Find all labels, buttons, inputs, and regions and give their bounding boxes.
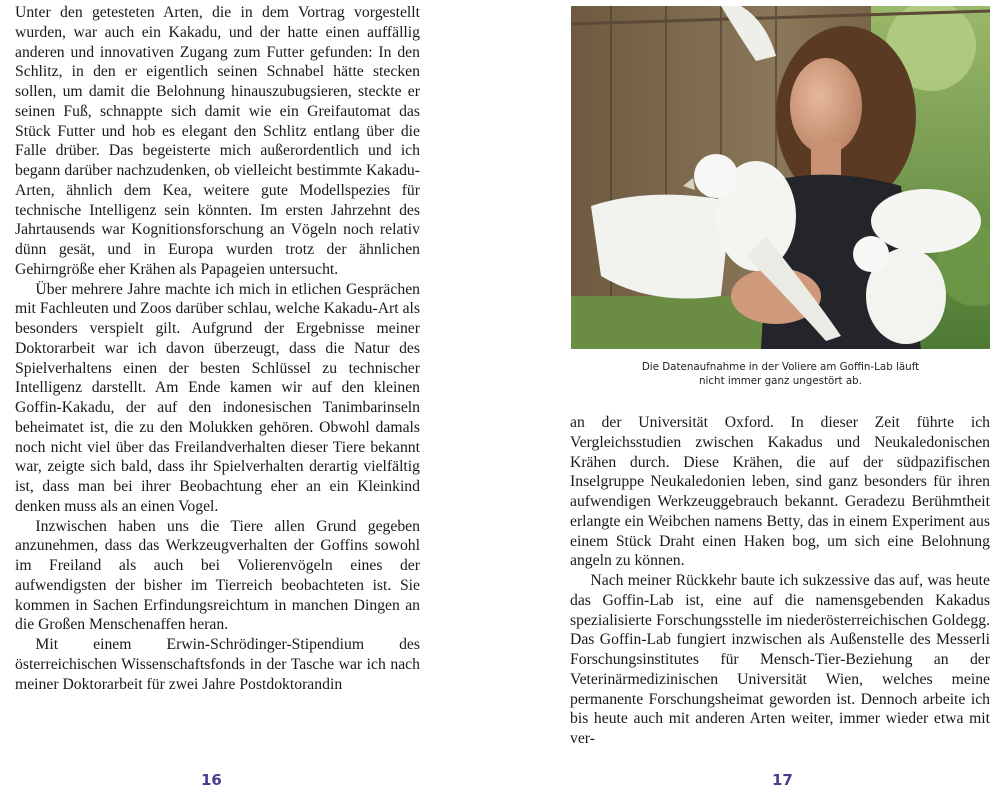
paragraph: Über mehrere Jahre machte ich mich in etlichen Gesprächen mit Fachleuten und Zoos darüber schlau, welche Kakadu-Art als besonders verspielt gilt. Aufgrund der Ergebnisse meiner Doktorarbeit war ich davon überzeugt, dass die Natur des Spielverhaltens einen der besten Schlüssel zu technischer Intelligenz darstellt. Am Ende kamen wir auf den kleinen Goffin-Kakadu, der auf den indonesischen Tanimbarinseln beheimatet ist, die zu den Molukken gehören. Obwohl damals noch nicht viel über das Freilandverhalten dieser Tiere bekannt war, zeigte sich bald, dass ihr Spielverhalten derartig vielfältig ist, dass man bei ihrer Beobachtung eher an ein Kleinkind denken muss als an einen Vogel. bbox=[15, 280, 420, 515]
caption-line: nicht immer ganz ungestört ab. bbox=[699, 374, 862, 387]
page-number-left: 16 bbox=[201, 771, 222, 789]
paragraph: an der Universität Oxford. In dieser Zeit führte ich Vergleichsstudien zwischen Kakadus und Neukaledonischen Krähen durch. Diese Krähen, die auf der südpazifischen Inselgruppe Neukaledonien leben, sind ganz besonders für ihren aufwendigen Werkzeuggebrauch bekannt. Geradezu Berühmtheit erlangte ein Weibchen namens Betty, das in einem Experiment aus einem Stück Draht einen Haken bog, um sich eine Belohnung angeln zu können. bbox=[570, 414, 990, 570]
cockatoo-photo bbox=[571, 6, 990, 349]
photo-caption bbox=[571, 361, 990, 388]
page-number-right: 17 bbox=[772, 771, 793, 789]
right-body-text bbox=[570, 413, 990, 749]
photo-illustration bbox=[571, 6, 990, 349]
paragraph: Unter den getesteten Arten, die in dem Vortrag vorgestellt wurden, war auch ein Kakadu, und der hatte einen auffällig anderen und innovativen Zugang zum Futter gefunden: In den Schlitz, in den er eigentlich seinen Schnabel hätte stecken sollen, um damit die Belohnung hinauszubugsieren, steckte er seinen Fuß, schnappte sich damit wie ein Greifautomat das Stück Futter und hob es elegant den Schlitz entlang über die Falle drüber. Das begeisterte mich außerordentlich und ich begann darüber nachzudenken, ob vielleicht bestimmte Kakadu-Arten, ähnlich dem Kea, weitere gute Modellspezies für technische Intelligenz sein könnten. Im ersten Jahrzehnt des Jahrtausends war Kognitionsforschung an Vögeln noch relativ dünn gesät, und in Europa wurden trotz der ähnlichen Gehirngröße eher Krähen als Papageien untersucht. bbox=[15, 4, 420, 278]
caption-line: Die Datenaufnahme in der Voliere am Goffin-Lab läuft bbox=[641, 361, 920, 373]
left-body-text bbox=[15, 3, 420, 694]
paragraph: Inzwischen haben uns die Tiere allen Grund gegeben anzunehmen, dass das Werkzeugverhalten der Goffins sowohl im Freiland als auch bei Volierenvögeln eines der aufwendigsten der bisher im Tierreich beobachteten ist. Sie kommen in Sachen Erfindungsreichtum in manchen Dingen an die Großen Menschenaffen heran. bbox=[15, 517, 420, 634]
paragraph: Mit einem Erwin-Schrödinger-Stipendium des österreichischen Wissenschaftsfonds in der Tasche war ich nach meiner Doktorarbeit für zwei Jahre Postdoktorandin bbox=[15, 636, 420, 693]
paragraph: Nach meiner Rückkehr baute ich sukzessive das auf, was heute das Goffin-Lab ist, eine auf die namensgebenden Kakadus spezialisierte Forschungsstelle im niederösterreichischen Goldegg. Das Goffin-Lab fungiert inzwischen als Außenstelle des Messerli Forschungsinstitutes für Mensch-Tier-Beziehung an der Veterinärmedizinischen Universität Wien, welches meine permanente Forschungsheimat geworden ist. Dennoch arbeite ich bis heute auch mit anderen Arten weiter, immer wieder etwa mit ver- bbox=[570, 572, 990, 747]
right-page bbox=[500, 0, 1000, 800]
